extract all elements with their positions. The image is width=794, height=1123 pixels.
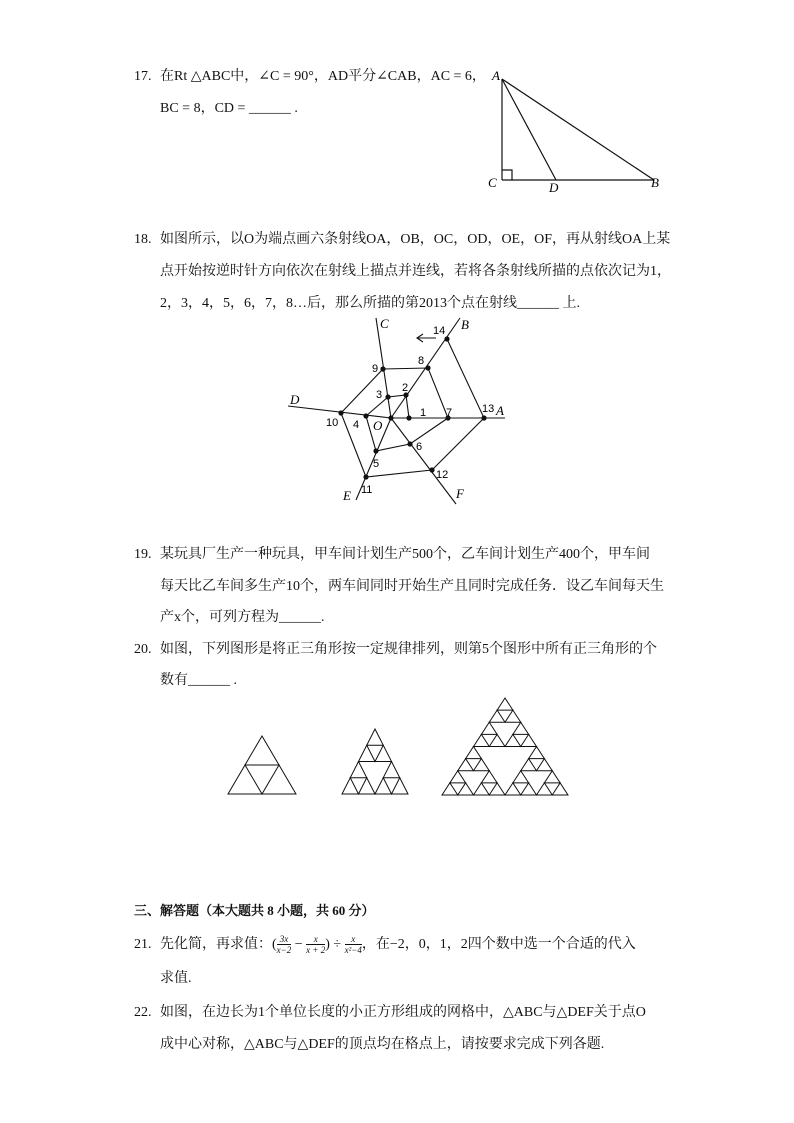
sub-triangle: [350, 778, 367, 794]
text-prefix: 先化简，再求值：(: [160, 937, 277, 952]
point-4: [363, 413, 368, 418]
num-12: 12: [436, 469, 449, 481]
point-8: [425, 365, 430, 370]
question-text: 某玩具厂生产一种玩具，甲车间计划生产500个，乙车间计划生产400个，甲车间: [160, 547, 650, 562]
sub-sub-triangle: [481, 783, 497, 795]
question-text: 数有______ .: [160, 673, 237, 688]
num-4: 4: [353, 419, 360, 431]
num-1: 1: [420, 407, 427, 419]
sub-sub-triangle: [544, 783, 560, 795]
question-number: 17.: [134, 69, 152, 84]
point-5: [373, 448, 378, 453]
minus-sign: −: [291, 937, 307, 952]
num-10: 10: [326, 417, 339, 429]
question-text: 每天比乙车间多生产10个，两车间同时开始生产且同时完成任务．设乙车间每天生: [160, 579, 664, 594]
label-b: B: [651, 175, 659, 190]
q18-ray-figure: [288, 318, 505, 504]
num-7: 7: [446, 407, 453, 419]
question-number: 19.: [134, 547, 152, 562]
fraction-2: $\frac{x}{x + 2}$: [306, 934, 326, 956]
num-2: 2: [402, 382, 409, 394]
label-a: A: [496, 403, 504, 418]
sub-sub-triangle: [497, 710, 513, 722]
ray-of: [391, 418, 456, 504]
divide-sign: ) ÷: [325, 937, 345, 952]
sub-triangle: [367, 745, 384, 761]
point-1: [406, 415, 411, 420]
label-o: O: [373, 418, 383, 433]
sub-sub-triangle: [513, 734, 529, 746]
question-text: 在Rt △ABC中，∠C = 90°，AD平分∠CAB，AC = 6，: [160, 69, 486, 84]
question-text: 如图所示，以O为端点画六条射线OA，OB，OC，OD，OE，OF，再从射线OA上某: [160, 232, 671, 247]
question-text: 成中心对称，△ABC与△DEF的顶点均在格点上，请按要求完成下列各题.: [160, 1037, 605, 1052]
label-c: C: [488, 175, 497, 190]
spiral-path: [341, 339, 484, 477]
point-3: [385, 394, 390, 399]
triangle-figure-3: [442, 698, 568, 795]
question-text: 如图，下列图形是将正三角形按一定规律排列，则第5个图形中所有正三角形的个: [160, 642, 657, 657]
sub-triangle: [383, 778, 400, 794]
label-b: B: [461, 317, 469, 332]
sub-sub-triangle: [529, 759, 545, 771]
point-12: [429, 467, 434, 472]
question-text: 求值.: [160, 971, 192, 986]
point-13: [481, 415, 486, 420]
question-number: 21.: [134, 937, 152, 952]
right-angle-mark: [502, 170, 512, 180]
point-o: [388, 415, 393, 420]
label-f: F: [456, 486, 464, 501]
q20-triangle-figures: [228, 698, 568, 795]
inner-triangle: [245, 765, 279, 794]
point-14: [444, 336, 449, 341]
num-8: 8: [418, 355, 425, 367]
question-number: 22.: [134, 1005, 152, 1020]
label-c: C: [380, 316, 389, 331]
num-11: 11: [361, 484, 373, 496]
question-number: 20.: [134, 642, 152, 657]
triangle-figure-2: [342, 729, 408, 794]
point-10: [338, 410, 343, 415]
q17-triangle-figure: [502, 79, 654, 180]
question-text: 如图，在边长为1个单位长度的小正方形组成的网格中，△ABC与△DEF关于点O: [160, 1005, 646, 1020]
label-d: D: [549, 180, 559, 195]
question-number: 18.: [134, 232, 152, 247]
q18-points: [338, 336, 486, 479]
text-suffix: ，在−2，0，1，2四个数中选一个合适的代入: [361, 937, 636, 952]
question-text: 2，3，4，5，6，7，8…后，那么所描的第2013个点在射线______ 上.: [160, 296, 580, 311]
num-13: 13: [482, 403, 495, 415]
label-a: A: [492, 68, 500, 83]
point-6: [407, 441, 412, 446]
triangle-figure-1: [228, 736, 296, 794]
question-text: 产x个，可列方程为______.: [160, 610, 325, 625]
num-14: 14: [433, 325, 446, 337]
num-9: 9: [372, 363, 379, 375]
question-text: BC = 8，CD = ______ .: [160, 101, 298, 116]
label-e: E: [343, 488, 351, 503]
num-6: 6: [416, 441, 423, 453]
sub-sub-triangle: [450, 783, 466, 795]
num-5: 5: [373, 458, 380, 470]
label-d: D: [290, 392, 300, 407]
sub-sub-triangle: [481, 734, 497, 746]
side-ab: [502, 79, 654, 180]
section-title: 三、解答题（本大题共 8 小题，共 60 分）: [134, 903, 375, 918]
sub-sub-triangle: [466, 759, 482, 771]
point-11: [363, 474, 368, 479]
sub-sub-triangle: [513, 783, 529, 795]
question-text: [160, 932, 636, 958]
fraction-3: $\frac{x}{\text{x²−4}}$: [344, 934, 362, 956]
fraction-1: $\frac{3x}{x-2}$: [276, 934, 292, 956]
question-text: 点开始按逆时针方向依次在射线上描点并连线，若将各条射线所描的点依次记为1，: [160, 264, 671, 279]
segment-ad: [502, 79, 556, 180]
point-9: [380, 366, 385, 371]
num-3: 3: [376, 389, 383, 401]
